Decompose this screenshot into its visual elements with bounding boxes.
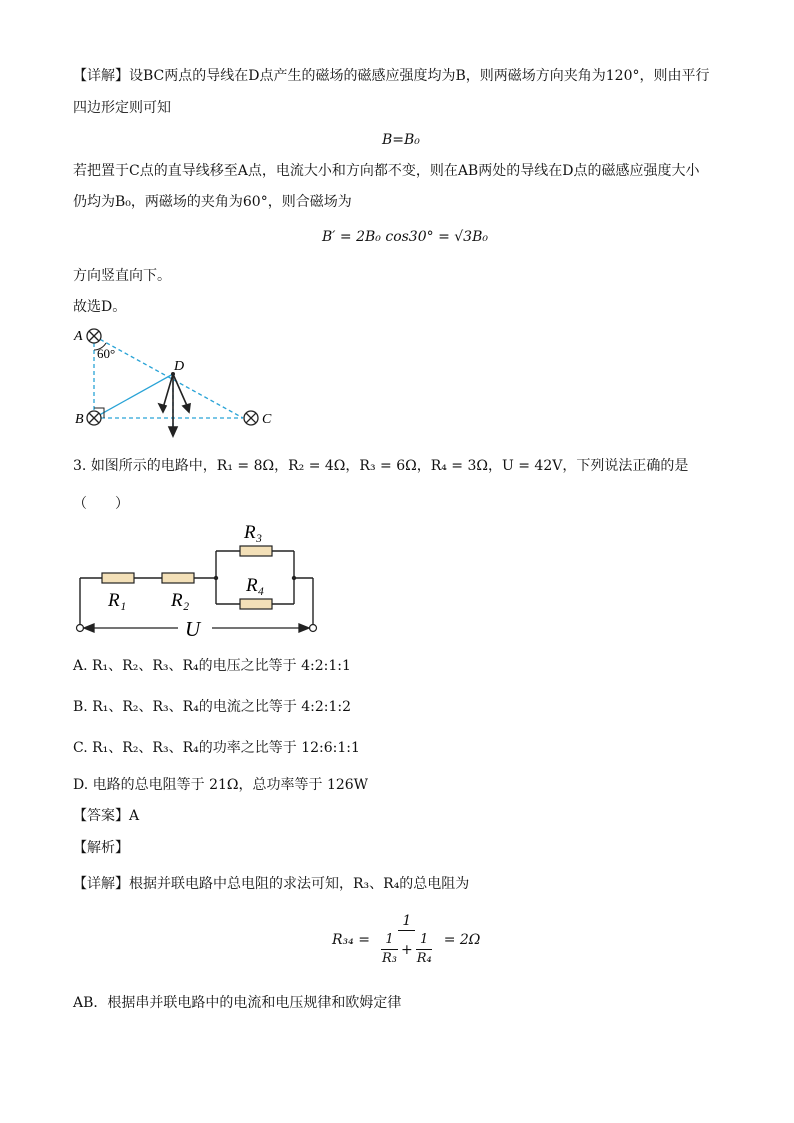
detail-label: 【详解】 [73,876,129,892]
option-b [73,697,351,717]
label-angle: 60° [97,346,116,361]
resistor-r1 [102,573,134,583]
label-a: A [74,329,83,344]
label-r1: R₁ [108,590,127,611]
label-r4: R₄ [246,575,265,596]
eq-num: 1 [398,912,415,931]
eq-den-b-num: 1 [416,931,432,950]
equation-combined-field: B′ = 2B₀ cos30° = √3B₀ [322,229,488,245]
answer-line [73,806,139,826]
ab-explanation: AB．根据串并联电路中的电流和电压规律和欧姆定律 [73,995,402,1011]
direction-text: 方向竖直向下。 [73,268,171,284]
option-text: R₁、R₂、R₃、R₄的电压之比等于 4:2:1:1 [92,658,351,674]
question-3 [73,456,688,476]
detail-paragraph-1 [73,66,710,86]
option-a [73,656,351,676]
current-into-page-icon-b [87,411,101,425]
question-text: 如图所示的电路中，R₁ = 8Ω，R₂ = 4Ω，R₃ = 6Ω，R₄ = 3Ω，U = 42V，下列说法正确的是 [90,458,689,474]
option-text: R₁、R₂、R₃、R₄的电流之比等于 4:2:1:2 [92,699,352,715]
detail-paragraph-2 [73,874,469,894]
choose-text: 故选D。 [73,299,127,315]
circuit-diagram [72,516,332,642]
label-r3: R₃ [244,522,263,543]
label-r2: R₂ [171,590,190,611]
eq-rhs: = 2Ω [443,932,481,948]
answer-parentheses: （ ） [73,496,129,512]
eq-plus: + [400,941,413,958]
answer-label: 【答案】 [73,808,129,824]
current-into-page-icon-a [87,329,101,343]
option-text: R₁、R₂、R₃、R₄的功率之比等于 12:6:1:1 [92,740,360,756]
resistor-r4 [240,599,272,609]
detail-label: 【详解】 [73,68,129,84]
equation-b-equals-b0: B=B₀ [382,132,420,148]
option-c [73,738,360,758]
field-vector-arrows [159,374,190,436]
current-into-page-icon-c [244,411,258,425]
eq-den-a-num: 1 [381,931,397,950]
option-label: B. [73,699,88,715]
option-label: C. [73,740,88,756]
eq-den-b-den: R₄ [416,951,432,966]
label-u: U [185,617,201,641]
paragraph-2-line2: 仍均为B₀，两磁场的夹角为60°，则合磁场为 [73,194,352,210]
magnetic-field-figure [70,322,280,442]
detail-text: 根据并联电路中总电阻的求法可知，R₃、R₄的总电阻为 [129,876,470,892]
equation-r34 [332,912,480,968]
option-text: 电路的总电阻等于 21Ω，总功率等于 126W [92,777,369,793]
label-b: B [75,412,84,427]
eq-den-a-den: R₃ [381,951,397,966]
answer-value: A [129,808,140,824]
detail-text-line2: 四边形定则可知 [73,100,171,116]
eq-lhs: R₃₄ = [332,932,370,948]
label-d: D [174,359,185,374]
question-number: 3. [73,458,87,474]
label-c: C [262,412,272,427]
option-label: A. [73,658,88,674]
resistor-r3 [240,546,272,556]
analysis-label: 【解析】 [73,840,129,856]
option-d [73,775,368,795]
paragraph-2-line1: 若把置于C点的直导线移至A点，电流大小和方向都不变，则在AB两处的导线在D点的磁感应强度大小 [73,163,700,179]
detail-text-line1: 设BC两点的导线在D点产生的磁场的磁感应强度均为B，则两磁场方向夹角为120°，则由平行 [129,68,710,84]
option-label: D. [73,777,89,793]
resistor-r2 [162,573,194,583]
